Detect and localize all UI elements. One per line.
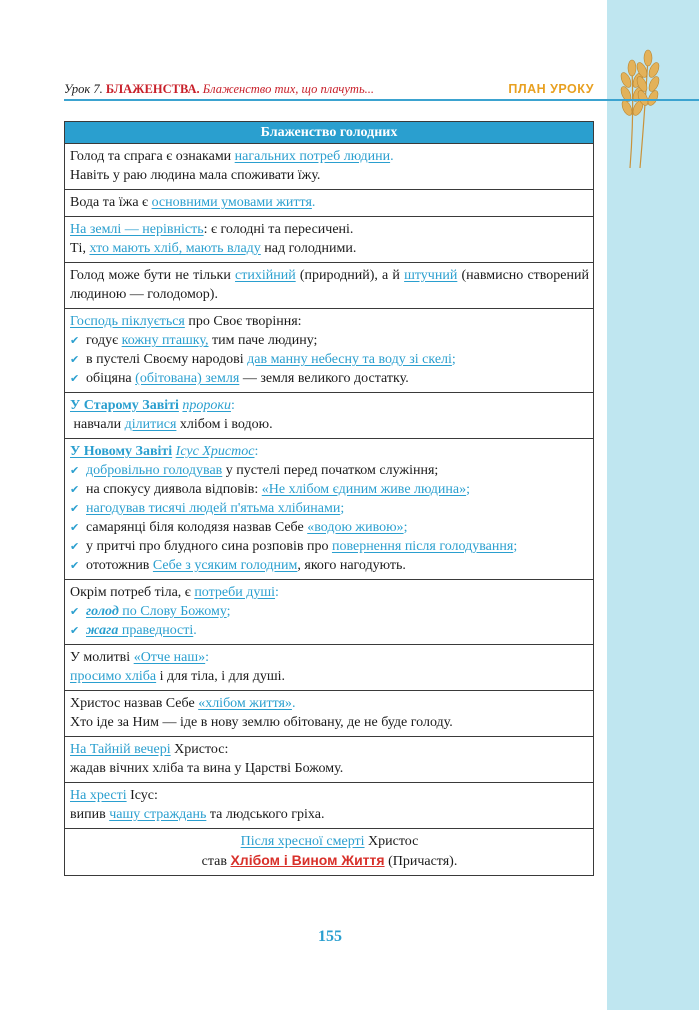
table-title: Блаженство голодних [65, 122, 594, 144]
lesson-title: БЛАЖЕНСТВА. [105, 82, 200, 96]
list-item: ✔ обіцяна (обітована) земля — земля великого достатку. [70, 371, 409, 386]
row-text: Голод може бути не тільки [70, 268, 236, 283]
table-row [65, 190, 594, 217]
list-item: ✔ в пустелі Своєму народові дав манну небесну та воду зі скелі; [70, 352, 456, 367]
check-icon: ✔ [70, 540, 80, 553]
table-row: Христос назвав Себе «хлібом життя». Хто іде за Ним — іде в нову землю обітовану, де не буде голоду. [65, 691, 594, 737]
list-item: ✔ у притчі про блудного сина розповів про повернення після голодування; [70, 539, 518, 554]
check-icon: ✔ [70, 372, 80, 385]
table-row: У молитві «Отче наш»: просимо хліба і для тіла, і для душі. [65, 645, 594, 691]
table-row: На Тайній вечері Христос: жадав вічних хліба та вина у Царстві Божому. [65, 737, 594, 783]
check-icon: ✔ [70, 464, 80, 477]
check-icon: ✔ [70, 624, 80, 637]
list-item: ✔ голод по Слову Божому; [70, 604, 231, 619]
row-text: над голодними. [260, 241, 357, 256]
list-item: ✔ ототожнив Себе з усяким голодним, якого нагодують. [70, 558, 406, 573]
highlight-text: нагальних потреб людини [234, 149, 391, 164]
highlight-text: хто мають хліб, мають владу [89, 241, 261, 256]
row-text: . [311, 195, 316, 210]
row-text: Вода та їжа є [70, 195, 152, 210]
check-icon: ✔ [70, 559, 80, 572]
list-item: ✔ жага праведності. [70, 623, 197, 638]
highlight-text: пророки [182, 398, 231, 413]
page-header [64, 82, 594, 98]
row-text: : є голодні та пересичені. [203, 222, 354, 237]
table-row [65, 309, 594, 393]
row-text: Ті, [70, 241, 90, 256]
list-item: ✔ на спокусу диявола відповів: «Не хлібом єдиним живе людина»; [70, 482, 470, 497]
row-text: Голод та спрага є ознаками [70, 149, 235, 164]
check-icon: ✔ [70, 605, 80, 618]
row-text: (навмисно створений людиною — голодомор). [70, 268, 589, 302]
lesson-subtitle: Блаженство тих, що плачуть... [202, 82, 375, 96]
lesson-heading [64, 82, 374, 97]
highlight-text: На землі — нерівність [70, 222, 204, 237]
table-row: У Старому Завіті пророки: навчали ділитися хлібом і водою. [65, 393, 594, 439]
highlight-text: основними умовами життя [151, 195, 312, 210]
row-text: . [390, 149, 394, 164]
list-item: ✔ нагодував тисячі людей п'ятьма хлібинами; [70, 501, 345, 516]
list-item: ✔ самарянці біля колодязя назвав Себе «водою живою»; [70, 520, 408, 535]
check-icon: ✔ [70, 353, 80, 366]
row-text: про Своє творіння: [184, 314, 302, 329]
page-number: 155 [318, 928, 342, 945]
check-icon: ✔ [70, 521, 80, 534]
check-icon: ✔ [70, 334, 80, 347]
highlight-text: Господь піклується [70, 314, 185, 329]
highlight-text: У Старому Завіті [70, 398, 179, 413]
table-row [65, 217, 594, 263]
lesson-number: Урок 7. [64, 82, 103, 96]
header-rule [64, 99, 699, 101]
check-icon: ✔ [70, 502, 80, 515]
row-text: Навіть у раю людина мала споживати їжу. [70, 168, 321, 183]
list-item: ✔ годує кожну пташку, тим паче людину; [70, 333, 318, 348]
highlight-text: стихійний [235, 268, 296, 283]
table-row: У Новому Завіті Ісус Христос: ✔ добровільно голодував у пустелі перед початком служіння; ✔ на спокусу диявола відповів: «Не хлібом єдиним живе людина»; ✔ нагодував тисячі людей п'ятьма хлібинами; ✔ самарянці біля колодязя назвав Себе «водою живою»; ✔ у притчі про блудного сина розповів про повернення після голодування; ✔ ототожнив Себе з усяким голодним, якого нагодують. [65, 439, 594, 580]
table-row [65, 263, 594, 309]
highlight-text: У Новому Завіті [70, 444, 173, 459]
check-icon: ✔ [70, 483, 80, 496]
lesson-plan-table [64, 121, 594, 876]
list-item: ✔ добровільно голодував у пустелі перед початком служіння; [70, 463, 439, 478]
table-row: Після хресної смерті Христос став Хлібом і Вином Життя (Причастя). [65, 829, 594, 876]
table-row [65, 144, 594, 190]
table-row: На хресті Ісус: випив чашу страждань та людського гріха. [65, 783, 594, 829]
section-label: ПЛАН УРОКУ [508, 82, 594, 96]
row-text: (природний), а й [295, 268, 405, 283]
highlight-text: штучний [404, 268, 458, 283]
table-row: Окрім потреб тіла, є потреби душі: ✔ голод по Слову Божому; ✔ жага праведності. [65, 580, 594, 645]
highlight-text: Ісус Христос [175, 444, 255, 459]
